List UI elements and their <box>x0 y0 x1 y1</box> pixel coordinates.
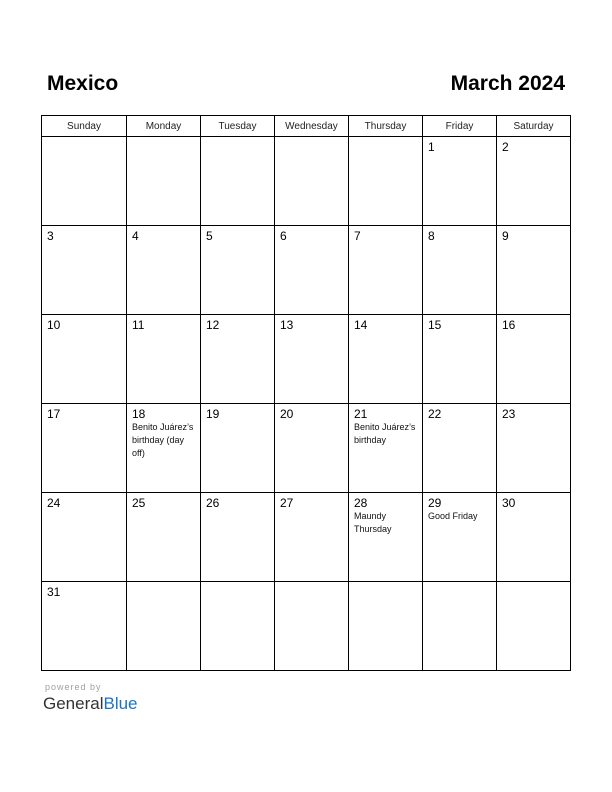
day-cell <box>201 226 275 315</box>
day-number: 2 <box>502 140 509 154</box>
week-row <box>42 137 571 226</box>
weekday-header-wednesday: Wednesday <box>275 116 349 137</box>
week-row <box>42 226 571 315</box>
day-number: 8 <box>428 229 435 243</box>
day-number: 18 <box>132 407 146 421</box>
day-cell <box>127 493 201 582</box>
day-number: 1 <box>428 140 435 154</box>
day-number: 9 <box>502 229 509 243</box>
calendar-grid <box>41 115 571 671</box>
day-cell <box>201 315 275 404</box>
holiday-label: Benito Juárez’s birthday <box>354 422 416 445</box>
holiday-label: Good Friday <box>428 511 478 521</box>
day-cell <box>201 582 275 671</box>
day-cell <box>127 315 201 404</box>
brand-general-text: General <box>43 694 104 713</box>
day-cell <box>349 493 423 582</box>
week-row <box>42 404 571 493</box>
weekday-header-sunday: Sunday <box>42 116 127 137</box>
day-number: 10 <box>47 318 61 332</box>
week-row <box>42 582 571 671</box>
day-cell <box>423 404 497 493</box>
holiday-label: Maundy Thursday <box>354 511 392 534</box>
day-number: 12 <box>206 318 220 332</box>
weekday-header-monday: Monday <box>127 116 201 137</box>
weekday-header-tuesday: Tuesday <box>201 116 275 137</box>
day-cell <box>349 226 423 315</box>
day-cell <box>349 315 423 404</box>
month-title: March 2024 <box>450 72 565 95</box>
day-cell <box>275 315 349 404</box>
day-number <box>201 137 274 140</box>
day-cell <box>42 404 127 493</box>
day-cell <box>349 137 423 226</box>
day-cell <box>42 582 127 671</box>
day-number <box>42 137 126 140</box>
day-number: 6 <box>280 229 287 243</box>
day-cell <box>497 582 571 671</box>
day-number: 30 <box>502 496 516 510</box>
day-cell <box>275 137 349 226</box>
day-number: 11 <box>132 318 145 332</box>
day-cell <box>497 493 571 582</box>
day-cell <box>275 226 349 315</box>
day-number: 13 <box>280 318 294 332</box>
day-cell <box>423 137 497 226</box>
day-number: 23 <box>502 407 516 421</box>
day-cell <box>275 404 349 493</box>
day-number: 25 <box>132 496 146 510</box>
day-cell <box>349 582 423 671</box>
day-number: 17 <box>47 407 61 421</box>
day-number <box>497 582 570 585</box>
day-number: 7 <box>354 229 361 243</box>
weekday-header-row <box>42 116 571 137</box>
day-number: 19 <box>206 407 220 421</box>
day-cell <box>423 226 497 315</box>
brand-logo <box>43 693 138 715</box>
day-cell <box>423 582 497 671</box>
day-number: 16 <box>502 318 516 332</box>
day-number: 26 <box>206 496 220 510</box>
week-row <box>42 315 571 404</box>
day-number: 31 <box>47 585 61 599</box>
day-cell <box>42 137 127 226</box>
day-cell <box>127 404 201 493</box>
day-number: 15 <box>428 318 442 332</box>
day-number: 5 <box>206 229 213 243</box>
day-number: 24 <box>47 496 61 510</box>
day-number: 20 <box>280 407 294 421</box>
day-cell <box>275 582 349 671</box>
day-cell <box>201 493 275 582</box>
day-cell <box>423 493 497 582</box>
day-cell <box>201 137 275 226</box>
weekday-header-thursday: Thursday <box>349 116 423 137</box>
day-number <box>275 137 348 140</box>
day-cell <box>497 315 571 404</box>
day-number: 22 <box>428 407 442 421</box>
day-cell <box>42 315 127 404</box>
day-number: 14 <box>354 318 368 332</box>
footer-branding <box>43 682 138 715</box>
day-number: 27 <box>280 496 294 510</box>
day-cell <box>497 226 571 315</box>
day-cell <box>275 493 349 582</box>
day-number: 28 <box>354 496 368 510</box>
day-cell <box>127 582 201 671</box>
day-number <box>127 582 200 585</box>
day-cell <box>497 137 571 226</box>
day-number: 21 <box>354 407 368 421</box>
day-number <box>127 137 200 140</box>
day-number: 4 <box>132 229 139 243</box>
day-number: 29 <box>428 496 442 510</box>
day-cell <box>201 404 275 493</box>
day-cell <box>127 226 201 315</box>
powered-by-text: powered by <box>45 682 102 692</box>
day-cell <box>497 404 571 493</box>
holiday-label: Benito Juárez’s birthday (day off) <box>132 422 194 458</box>
day-number: 3 <box>47 229 54 243</box>
day-cell <box>349 404 423 493</box>
weekday-header-friday: Friday <box>423 116 497 137</box>
day-cell <box>127 137 201 226</box>
day-cell <box>42 493 127 582</box>
country-title: Mexico <box>47 72 119 95</box>
week-row <box>42 493 571 582</box>
day-cell <box>423 315 497 404</box>
day-number <box>201 582 274 585</box>
day-number <box>423 582 496 585</box>
day-number <box>275 582 348 585</box>
brand-blue-text: Blue <box>103 694 138 713</box>
weekday-header-saturday: Saturday <box>497 116 571 137</box>
day-number <box>349 582 422 585</box>
day-cell <box>42 226 127 315</box>
day-number <box>349 137 422 140</box>
